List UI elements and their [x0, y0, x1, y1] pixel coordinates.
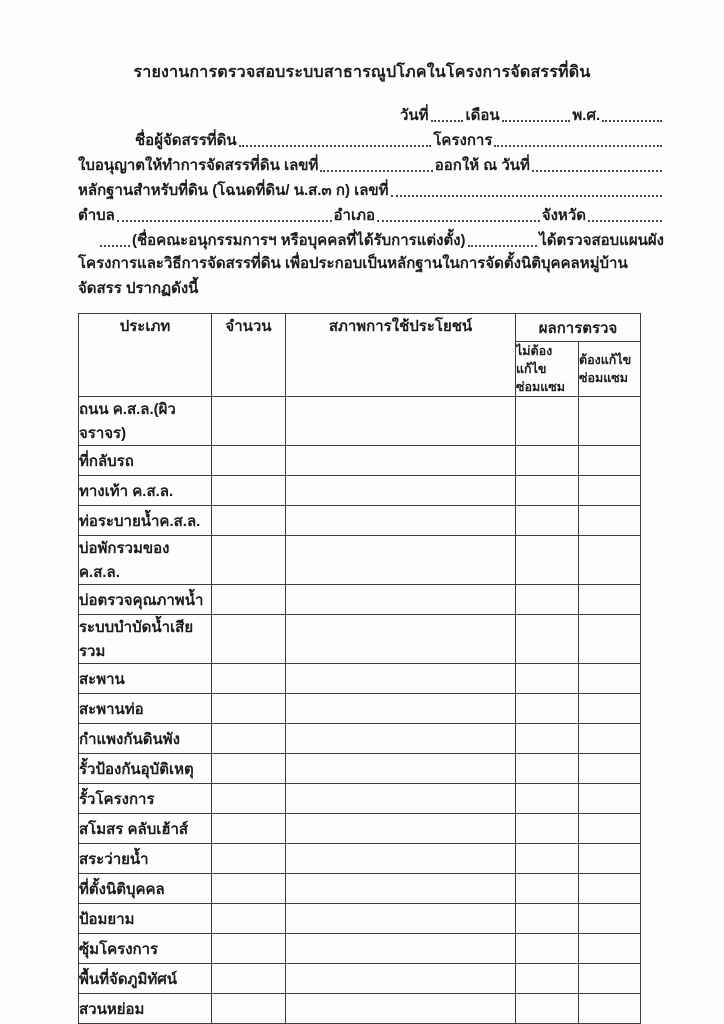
table-row — [79, 904, 641, 934]
usage-cell — [286, 964, 516, 994]
quantity-cell — [212, 664, 286, 694]
quantity-cell — [212, 694, 286, 724]
quantity-cell — [212, 754, 286, 784]
committee-label: (ชื่อคณะอนุกรรมการฯ หรือบุคคลที่ได้รับการแต่งตั้ง) — [132, 232, 466, 249]
no-repair-line1: ไม่ต้องแก้ไข — [516, 344, 553, 377]
table-row — [79, 476, 641, 506]
license-line — [78, 151, 664, 176]
quantity-cell — [212, 904, 286, 934]
form-header-lines — [78, 101, 664, 301]
table-row — [79, 934, 641, 964]
month-blank — [502, 119, 571, 122]
no-repair-cell — [516, 397, 579, 446]
quantity-cell — [212, 506, 286, 536]
subdistrict-blank — [117, 219, 332, 222]
allocator-name-label: ชื่อผู้จัดสรรที่ดิน — [135, 132, 237, 149]
issued-date-label: ออกให้ ณ วันที่ — [434, 157, 530, 174]
province-blank — [588, 219, 662, 222]
row-type-label: สวนหย่อม — [79, 994, 212, 1024]
row-type-label: สะพาน — [79, 664, 212, 694]
usage-cell — [286, 814, 516, 844]
allocator-name-blank — [239, 144, 432, 147]
no-repair-cell — [516, 446, 579, 476]
usage-cell — [286, 844, 516, 874]
usage-cell — [286, 724, 516, 754]
committee-name-blank — [468, 244, 538, 247]
repair-cell — [579, 664, 641, 694]
no-repair-cell — [516, 904, 579, 934]
no-repair-cell — [516, 585, 579, 615]
repair-cell — [579, 694, 641, 724]
allocator-line — [135, 126, 664, 151]
quantity-cell — [212, 724, 286, 754]
no-repair-cell — [516, 844, 579, 874]
project-blank — [494, 144, 662, 147]
row-type-label: บ่อพักรวมของ ค.ส.ล. — [79, 536, 212, 585]
no-repair-cell — [516, 784, 579, 814]
usage-cell — [286, 904, 516, 934]
repair-cell — [579, 724, 641, 754]
deed-number-blank — [391, 194, 662, 197]
row-type-label: ถนน ค.ส.ล.(ผิวจราจร) — [79, 397, 212, 446]
usage-cell — [286, 754, 516, 784]
repair-cell — [579, 476, 641, 506]
document-title: รายงานการตรวจสอบระบบสาธารณูปโภคในโครงการจัดสรรที่ดิน — [133, 64, 591, 81]
quantity-cell — [212, 814, 286, 844]
no-repair-cell — [516, 476, 579, 506]
row-type-label: สระว่ายน้ำ — [79, 844, 212, 874]
usage-cell — [286, 934, 516, 964]
quantity-cell — [212, 784, 286, 814]
no-repair-cell — [516, 664, 579, 694]
no-repair-cell — [516, 964, 579, 994]
row-type-label: รั้วโครงการ — [79, 784, 212, 814]
table-row — [79, 397, 641, 446]
no-repair-cell — [516, 724, 579, 754]
repair-line2: ซ่อมแซม — [579, 371, 629, 386]
quantity-cell — [212, 446, 286, 476]
row-type-label: ระบบบำบัดน้ำเสียรวม — [79, 615, 212, 664]
repair-cell — [579, 934, 641, 964]
table-row — [79, 994, 641, 1024]
usage-cell — [286, 446, 516, 476]
col-header-no-repair — [516, 342, 579, 397]
col-header-quantity: จำนวน — [212, 314, 286, 397]
quantity-cell — [212, 994, 286, 1024]
usage-cell — [286, 506, 516, 536]
row-type-label: รั้วป้องกันอุบัติเหตุ — [79, 754, 212, 784]
table-row — [79, 585, 641, 615]
table-row — [79, 754, 641, 784]
table-row — [79, 724, 641, 754]
table-row — [79, 874, 641, 904]
inspection-table-body — [79, 397, 641, 1024]
row-type-label: ป้อมยาม — [79, 904, 212, 934]
col-header-result: ผลการตรวจ — [516, 314, 641, 342]
row-type-label: กำแพงกันดินพัง — [79, 724, 212, 754]
committee-suffix: ได้ตรวจสอบแผนผัง — [539, 232, 664, 249]
quantity-cell — [212, 476, 286, 506]
usage-cell — [286, 664, 516, 694]
row-type-label: ที่กลับรถ — [79, 446, 212, 476]
no-repair-cell — [516, 874, 579, 904]
quantity-cell — [212, 874, 286, 904]
table-row — [79, 446, 641, 476]
project-label: โครงการ — [433, 132, 493, 149]
year-label: พ.ศ. — [572, 107, 601, 124]
repair-cell — [579, 615, 641, 664]
no-repair-line2: ซ่อมแซม — [516, 380, 566, 395]
usage-cell — [286, 874, 516, 904]
issued-date-blank — [532, 169, 662, 172]
usage-cell — [286, 397, 516, 446]
repair-cell — [579, 397, 641, 446]
usage-cell — [286, 476, 516, 506]
license-number-label: ใบอนุญาตให้ทำการจัดสรรที่ดิน เลขที่ — [78, 157, 319, 174]
inspection-table-header — [79, 314, 641, 397]
date-line — [400, 101, 664, 126]
no-repair-cell — [516, 615, 579, 664]
table-row — [79, 784, 641, 814]
row-type-label: ที่ตั้งนิติบุคคล — [79, 874, 212, 904]
district-label: อำเภอ — [333, 207, 375, 224]
quantity-cell — [212, 844, 286, 874]
table-row — [79, 814, 641, 844]
col-header-usage: สภาพการใช้ประโยชน์ — [286, 314, 516, 397]
no-repair-cell — [516, 934, 579, 964]
deed-line — [78, 176, 664, 201]
row-type-label: สะพานท่อ — [79, 694, 212, 724]
table-row — [79, 506, 641, 536]
quantity-cell — [212, 615, 286, 664]
quantity-cell — [212, 585, 286, 615]
subdistrict-label: ตำบล — [78, 207, 115, 224]
no-repair-cell — [516, 536, 579, 585]
day-blank — [431, 119, 464, 122]
no-repair-cell — [516, 694, 579, 724]
repair-cell — [579, 844, 641, 874]
district-blank — [377, 219, 540, 222]
repair-line1: ต้องแก้ไข — [579, 353, 632, 368]
repair-cell — [579, 536, 641, 585]
committee-line — [98, 226, 664, 251]
repair-cell — [579, 754, 641, 784]
repair-cell — [579, 784, 641, 814]
quantity-cell — [212, 934, 286, 964]
location-line — [78, 201, 664, 226]
table-row — [79, 964, 641, 994]
no-repair-cell — [516, 506, 579, 536]
col-header-repair — [579, 342, 641, 397]
repair-cell — [579, 904, 641, 934]
table-row — [79, 664, 641, 694]
quantity-cell — [212, 964, 286, 994]
row-type-label: ซุ้มโครงการ — [79, 934, 212, 964]
usage-cell — [286, 585, 516, 615]
day-label: วันที่ — [400, 107, 429, 124]
col-header-type: ประเภท — [79, 314, 212, 397]
no-repair-cell — [516, 814, 579, 844]
repair-cell — [579, 506, 641, 536]
row-type-label: ทางเท้า ค.ส.ล. — [79, 476, 212, 506]
month-label: เดือน — [465, 107, 500, 124]
quantity-cell — [212, 536, 286, 585]
repair-cell — [579, 874, 641, 904]
row-type-label: สโมสร คลับเฮ้าส์ — [79, 814, 212, 844]
deed-number-label: หลักฐานสำหรับที่ดิน (โฉนดที่ดิน/ น.ส.๓ ก) เลขที่ — [78, 182, 389, 199]
quantity-cell — [212, 397, 286, 446]
repair-cell — [579, 994, 641, 1024]
usage-cell — [286, 615, 516, 664]
no-repair-cell — [516, 754, 579, 784]
usage-cell — [286, 994, 516, 1024]
closing-line: โครงการและวิธีการจัดสรรที่ดิน เพื่อประกอบเป็นหลักฐานในการจัดตั้งนิติบุคคลหมู่บ้านจัดสรร ปรากฏดังนี้ — [78, 255, 628, 297]
usage-cell — [286, 784, 516, 814]
committee-leading-blank — [100, 244, 130, 247]
row-type-label: พื้นที่จัดภูมิทัศน์ — [79, 964, 212, 994]
row-type-label: บ่อตรวจคุณภาพน้ำ — [79, 585, 212, 615]
usage-cell — [286, 694, 516, 724]
province-label: จังหวัด — [541, 207, 586, 224]
license-number-blank — [320, 169, 432, 172]
no-repair-cell — [516, 994, 579, 1024]
table-row — [79, 536, 641, 585]
table-row — [79, 844, 641, 874]
table-row — [79, 615, 641, 664]
repair-cell — [579, 446, 641, 476]
table-row — [79, 694, 641, 724]
repair-cell — [579, 585, 641, 615]
repair-cell — [579, 814, 641, 844]
row-type-label: ท่อระบายน้ำค.ส.ล. — [79, 506, 212, 536]
repair-cell — [579, 964, 641, 994]
inspection-table — [78, 313, 641, 1024]
usage-cell — [286, 536, 516, 585]
year-blank — [602, 119, 662, 122]
